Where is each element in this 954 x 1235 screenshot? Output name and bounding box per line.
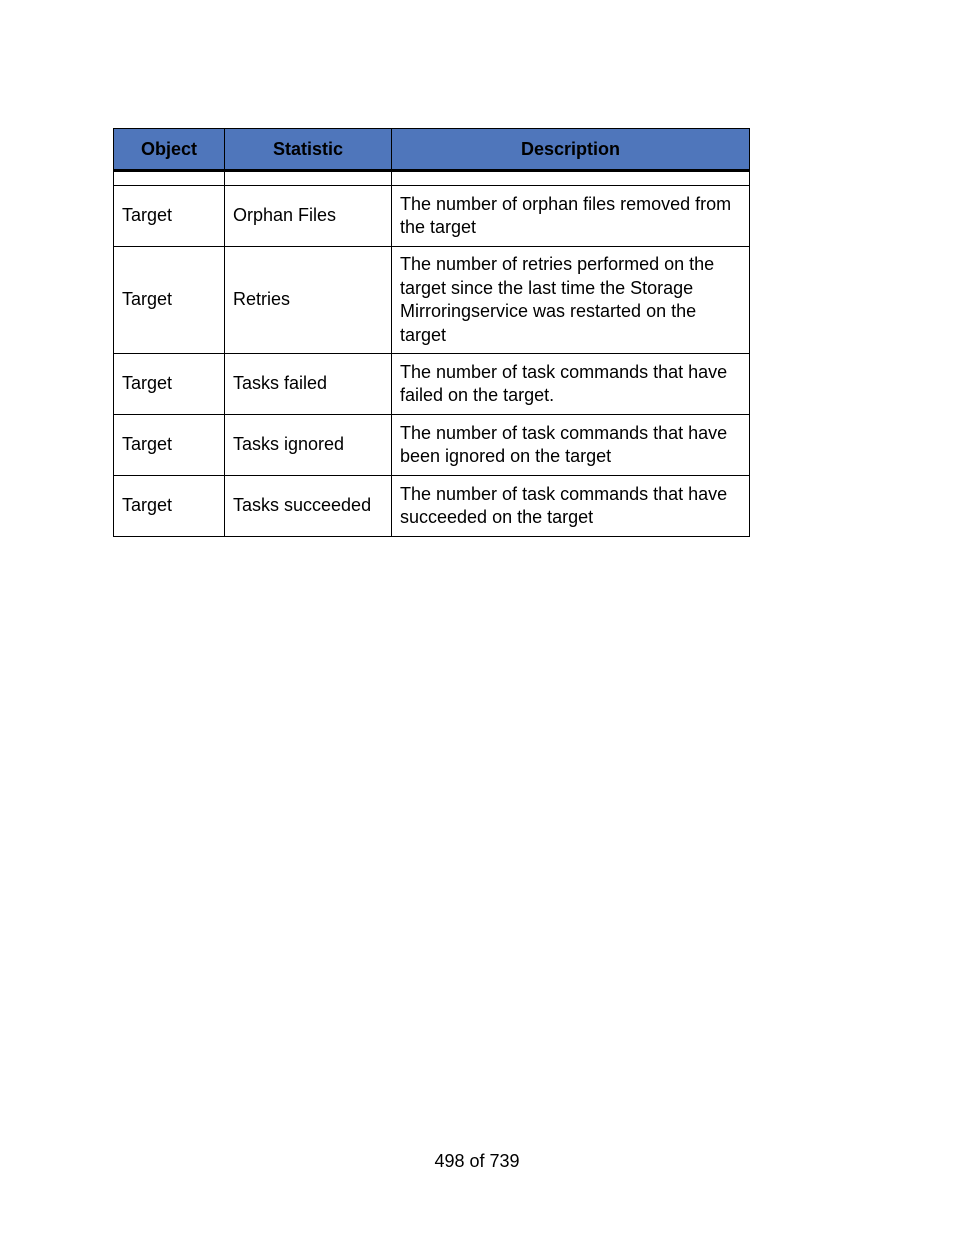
statistic-cell: Tasks succeeded xyxy=(225,476,392,537)
description-cell: The number of orphan files removed from the target xyxy=(392,186,750,247)
object-cell: Target xyxy=(114,476,225,537)
column-header-description: Description xyxy=(392,129,750,171)
table-row xyxy=(114,247,750,354)
statistic-cell: Orphan Files xyxy=(225,186,392,247)
statistic-cell: Tasks ignored xyxy=(225,415,392,476)
description-cell: The number of retries performed on the target since the last time the Storage Mirroringservice was restarted on the target xyxy=(392,247,750,354)
object-cell: Target xyxy=(114,415,225,476)
table-row xyxy=(114,186,750,247)
spacer-cell xyxy=(225,171,392,186)
column-header-object: Object xyxy=(114,129,225,171)
column-header-statistic: Statistic xyxy=(225,129,392,171)
object-cell: Target xyxy=(114,186,225,247)
description-cell: The number of task commands that have failed on the target. xyxy=(392,354,750,415)
statistic-cell: Tasks failed xyxy=(225,354,392,415)
statistics-table xyxy=(113,128,750,537)
description-cell: The number of task commands that have been ignored on the target xyxy=(392,415,750,476)
page-number: 498 of 739 xyxy=(434,1151,520,1171)
statistic-cell: Retries xyxy=(225,247,392,354)
table-spacer-row xyxy=(114,171,750,186)
spacer-cell xyxy=(114,171,225,186)
spacer-cell xyxy=(392,171,750,186)
table-header-row xyxy=(114,129,750,171)
table-row xyxy=(114,354,750,415)
object-cell: Target xyxy=(114,354,225,415)
table-row xyxy=(114,415,750,476)
description-cell: The number of task commands that have succeeded on the target xyxy=(392,476,750,537)
object-cell: Target xyxy=(114,247,225,354)
table-row xyxy=(114,476,750,537)
